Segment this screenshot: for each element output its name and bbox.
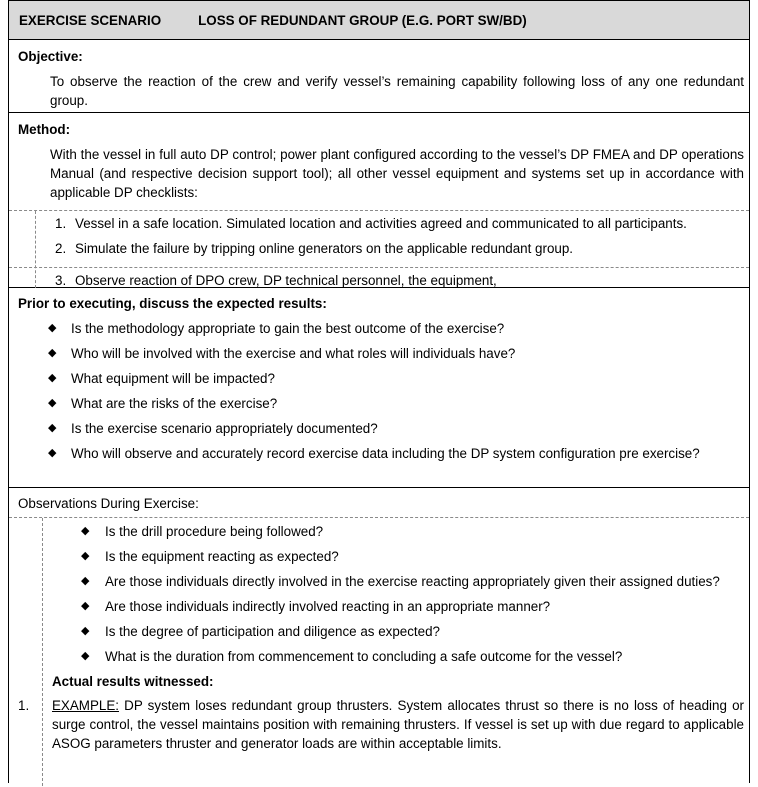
list-item: ◆ Is the drill procedure being followed? <box>81 524 324 539</box>
diamond-bullet-icon: ◆ <box>81 575 90 587</box>
objective-text: To observe the reaction of the crew and verify vessel’s remaining capability following loss of any one redundant group. <box>50 74 744 108</box>
list-item: ◆ Is the methodology appropriate to gain the best outcome of the exercise? <box>48 321 505 336</box>
diamond-bullet-icon: ◆ <box>81 600 90 612</box>
actual-result-row <box>9 696 749 753</box>
method-step <box>9 239 749 264</box>
list-item: ◆ What are the risks of the exercise? <box>48 396 278 411</box>
diamond-bullet-icon: ◆ <box>81 550 90 562</box>
diamond-bullet-icon: ◆ <box>48 447 57 459</box>
list-item: ◆ Are those individuals indirectly involved reacting in an appropriate manner? <box>81 599 551 614</box>
list-item: ◆ Who will observe and accurately record exercise data including the DP system configuration pre exercise? <box>48 446 700 461</box>
step-number: 3. <box>55 273 67 288</box>
list-item: ◆ What equipment will be impacted? <box>48 371 275 386</box>
observations-list <box>9 518 749 672</box>
list-item: ◆ Who will be involved with the exercise and what roles will individuals have? <box>48 346 516 361</box>
observations-label: Observations During Exercise: <box>18 496 199 511</box>
diamond-bullet-icon: ◆ <box>48 347 57 359</box>
diamond-bullet-icon: ◆ <box>48 397 57 409</box>
prior-list <box>9 313 749 469</box>
header-row <box>9 1 749 40</box>
step-text: Simulate the failure by tripping online generators on the applicable redundant group. <box>75 241 574 256</box>
observations-body <box>9 517 749 786</box>
header-scenario-title: LOSS OF REDUNDANT GROUP (E.G. PORT SW/BD) <box>198 12 527 28</box>
step-number: 2. <box>55 241 67 256</box>
diamond-bullet-icon: ◆ <box>81 650 90 662</box>
step-number: 1. <box>55 216 67 231</box>
list-item: ◆ What is the duration from commencement to concluding a safe outcome for the vessel? <box>81 649 623 664</box>
diamond-bullet-icon: ◆ <box>48 372 57 384</box>
objective-section <box>9 40 749 113</box>
diamond-bullet-icon: ◆ <box>48 422 57 434</box>
list-item: ◆ Is the exercise scenario appropriately documented? <box>48 421 378 436</box>
list-item: ◆ Are those individuals directly involved in the exercise reacting appropriately given their assigned duties? <box>81 574 720 589</box>
example-text: DP system loses redundant group thrusters. System allocates thrust so there is no loss of heading or surge control, the vessel maintains position with remaining thrusters. If vessel is set up with due regard to applicable ASOG parameters thruster and generator loads are within acceptable limits. <box>52 698 744 751</box>
step-text: Observe reaction of DPO crew, DP technical personnel, the equipment, <box>75 273 497 288</box>
list-item: ◆ Is the degree of participation and diligence as expected? <box>81 624 440 639</box>
objective-label: Objective: <box>18 49 83 64</box>
exercise-scenario-table <box>8 0 750 783</box>
prior-label: Prior to executing, discuss the expected results: <box>18 296 327 311</box>
diamond-bullet-icon: ◆ <box>81 525 90 537</box>
result-number: 1. <box>18 698 30 713</box>
method-section <box>9 113 749 288</box>
method-text: With the vessel in full auto DP control; power plant configured according to the vessel’s DP FMEA and DP operations Manual (and respective decision support tool); all other vessel equipment and systems set up in accordance with applicable DP checklists: <box>50 147 744 200</box>
example-label: EXAMPLE: <box>52 698 119 713</box>
list-item: ◆ Is the equipment reacting as expected? <box>81 549 339 564</box>
observations-section <box>9 488 749 784</box>
diamond-bullet-icon: ◆ <box>48 322 57 334</box>
method-steps <box>9 210 749 296</box>
step-text: Vessel in a safe location. Simulated location and activities agreed and communicated to all participants. <box>75 216 687 231</box>
diamond-bullet-icon: ◆ <box>81 625 90 637</box>
header-exercise-scenario: EXERCISE SCENARIO <box>19 12 162 28</box>
prior-section <box>9 288 749 488</box>
result-text <box>9 696 749 753</box>
method-step <box>9 211 749 239</box>
method-label: Method: <box>18 122 71 137</box>
actual-results-label: Actual results witnessed: <box>52 674 214 689</box>
